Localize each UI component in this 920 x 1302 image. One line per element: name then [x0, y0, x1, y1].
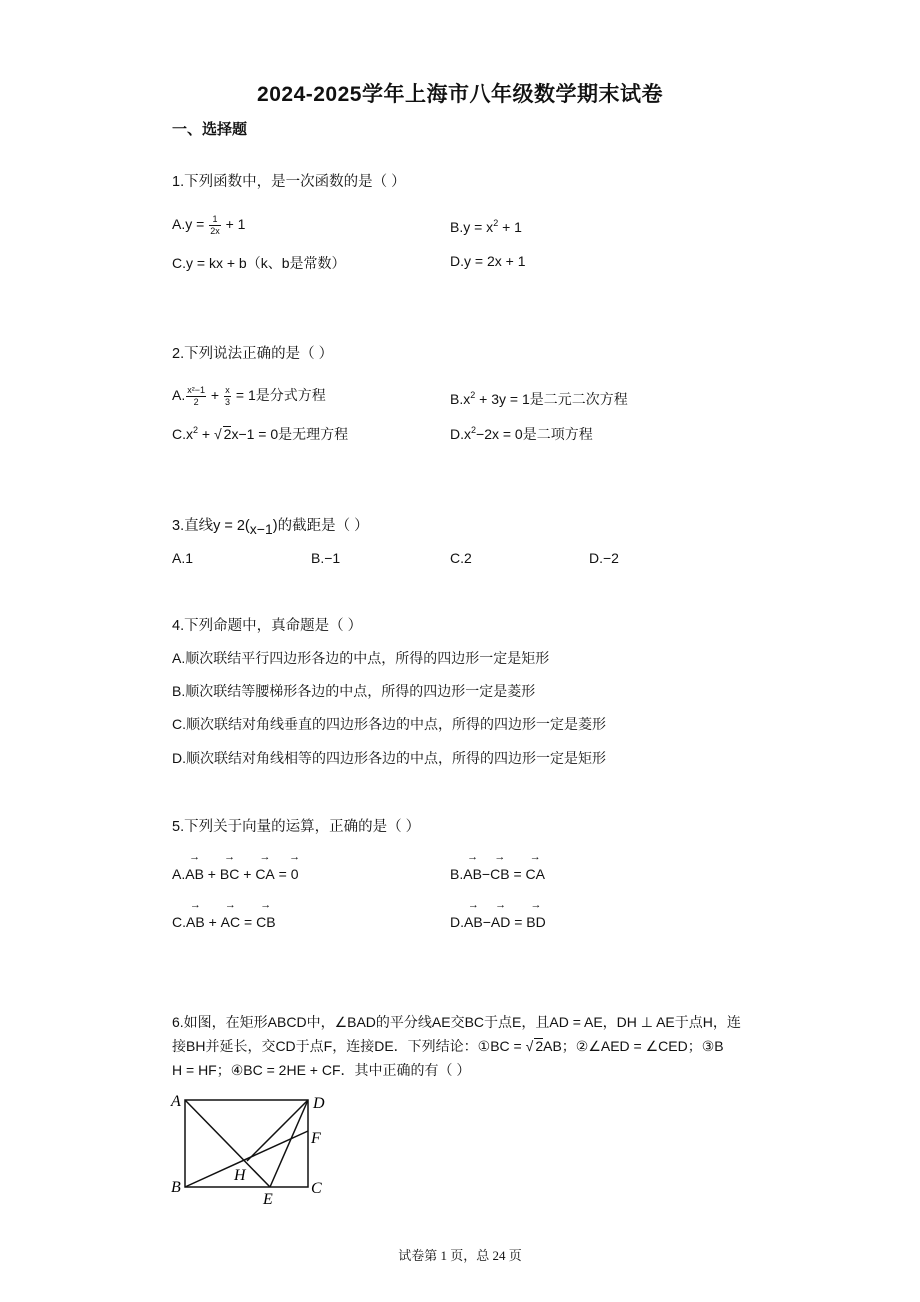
- q2-stem: 2.下列说法正确的是（ ）: [172, 346, 334, 362]
- q2-c-pre: C.x: [172, 426, 193, 442]
- q3-stem-pre: 3.直线y = 2(: [172, 518, 250, 534]
- q1-a-post: + 1: [221, 216, 246, 233]
- q6-line-3: H = HF；④BC = 2HE + CF．其中正确的有（ ）: [172, 1062, 471, 1078]
- vector-ab: → AB: [463, 866, 482, 882]
- vector-ca: → CA: [255, 866, 274, 882]
- vector-bd: → BD: [526, 914, 545, 930]
- q5-option-a[interactable]: [172, 866, 299, 882]
- q1-b-post: + 1: [498, 219, 522, 235]
- q5-d-sign-2: =: [510, 914, 527, 930]
- rectangle-figure: [160, 1088, 340, 1213]
- vector-ca: → CA: [526, 866, 545, 882]
- q5-a-sign-2: +: [239, 866, 256, 882]
- q5-d-sign-1: −: [482, 914, 491, 930]
- q5-a-sign-3: =: [274, 866, 291, 882]
- segment-ae: [185, 1100, 270, 1187]
- segment-bf: [185, 1131, 308, 1187]
- q3-option-d[interactable]: D.−2: [589, 550, 619, 566]
- q2-b-pre: B.x: [450, 391, 471, 407]
- label-a: A: [171, 1093, 181, 1110]
- vector-bc: → BC: [220, 866, 239, 882]
- q4-option-d[interactable]: D.顺次联结对角线相等的四边形各边的中点，所得的四边形一定是矩形: [172, 750, 606, 766]
- label-d: D: [313, 1095, 325, 1112]
- q2-c-mid: + √: [198, 426, 222, 442]
- label-h: H: [234, 1167, 246, 1184]
- q2-a-pre: A.: [172, 387, 186, 404]
- q5-a-prefix: A.: [172, 866, 186, 882]
- q2-b-sup: 2: [470, 390, 476, 400]
- q5-stem: 5.下列关于向量的运算，正确的是（ ）: [172, 819, 421, 835]
- q1-a-numerator: 1: [209, 214, 221, 226]
- q5-option-b[interactable]: [450, 866, 545, 882]
- q1-option-a[interactable]: [172, 214, 245, 237]
- q4-stem: 4.下列命题中，真命题是（ ）: [172, 618, 363, 634]
- q2-d-post: −2x = 0是二项方程: [476, 426, 593, 442]
- q6-line-2-radicand: 2: [535, 1038, 544, 1054]
- q5-c-sign-2: =: [240, 914, 257, 930]
- q6-line-1: 6.如图，在矩形ABCD中，∠BAD的平分线AE交BC于点E，且AD = AE，DH ⊥ AE于点H，连: [172, 1014, 741, 1030]
- vector-cb: → CB: [490, 866, 509, 882]
- q4-option-c[interactable]: C.顺次联结对角线垂直的四边形各边的中点，所得的四边形一定是菱形: [172, 716, 606, 732]
- q2-c-radicand: 2: [223, 426, 232, 442]
- q3-stem: [172, 514, 369, 535]
- q5-option-d[interactable]: [450, 914, 546, 930]
- q2-option-b[interactable]: [450, 389, 628, 409]
- q1-a-denominator: 2x: [210, 226, 220, 236]
- q5-c-sign-1: +: [204, 914, 221, 930]
- q1-option-b[interactable]: [450, 218, 522, 235]
- vector-ab: → AB: [186, 914, 205, 930]
- q1-stem: 1.下列函数中，是一次函数的是（ ）: [172, 174, 406, 190]
- vector-ad: → AD: [491, 914, 510, 930]
- page-title: 2024-2025学年上海市八年级数学期末试卷: [257, 83, 663, 106]
- q2-a-numerator-1: x²−1: [187, 385, 205, 395]
- q3-stem-low: x−1: [249, 521, 273, 537]
- q6-line-2-pre: 接BH并延长，交CD于点F，连接DE．下列结论：①BC = √: [172, 1038, 534, 1054]
- q5-b-sign-1: −: [481, 866, 491, 882]
- vector-cb: → CB: [256, 914, 275, 930]
- label-b: B: [171, 1179, 181, 1196]
- label-f: F: [311, 1130, 321, 1147]
- segment-dh: [247, 1100, 308, 1161]
- q5-b-sign-2: =: [509, 866, 526, 882]
- q2-a-post: = 1是分式方程: [231, 387, 326, 404]
- vector-ab: → AB: [464, 914, 483, 930]
- q5-d-prefix: D.: [450, 914, 464, 930]
- section-heading-choice: 一、选择题: [172, 121, 248, 138]
- q3-option-c[interactable]: C.2: [450, 550, 472, 566]
- q6-line-2: [172, 1036, 724, 1056]
- q2-b-post: + 3y = 1是二元二次方程: [475, 391, 628, 407]
- q4-option-b[interactable]: B.顺次联结等腰梯形各边的中点，所得的四边形一定是菱形: [172, 683, 536, 699]
- q2-a-numerator-2: x: [225, 385, 230, 395]
- q1-option-d[interactable]: D.y = 2x + 1: [450, 253, 526, 269]
- label-e: E: [263, 1191, 273, 1208]
- q1-option-c[interactable]: C.y = kx + b（k、b是常数）: [172, 255, 346, 271]
- q2-a-denominator-1: 2: [193, 397, 199, 407]
- q5-a-sign-1: +: [203, 866, 220, 882]
- q1-b-sup: 2: [493, 218, 499, 228]
- q3-stem-post: )的截距是（ ）: [272, 518, 369, 534]
- q5-option-c[interactable]: [172, 914, 276, 930]
- q2-c-post: x−1 = 0是无理方程: [231, 426, 349, 442]
- q2-c-sup: 2: [193, 425, 199, 435]
- q3-option-a[interactable]: A.1: [172, 550, 194, 566]
- q1-a-fraction: [209, 214, 221, 237]
- q2-a-denominator-2: 3: [224, 397, 230, 407]
- vector-zero: → 0: [291, 866, 299, 882]
- q5-c-prefix: C.: [172, 914, 186, 930]
- q2-a-mid: +: [207, 387, 223, 404]
- label-c: C: [311, 1180, 322, 1197]
- q5-b-prefix: B.: [450, 866, 464, 882]
- q2-a-fraction-2: [224, 385, 231, 408]
- q2-d-sup: 2: [471, 425, 477, 435]
- q6-line-2-post: AB；②∠AED = ∠CED；③B: [543, 1038, 724, 1054]
- vector-ac: → AC: [221, 914, 240, 930]
- page-footer: 试卷第 1 页，总 24 页: [398, 1248, 522, 1263]
- q2-a-fraction-1: [186, 385, 206, 408]
- q2-d-pre: D.x: [450, 426, 471, 442]
- q1-a-pre: A.y =: [172, 216, 209, 233]
- q2-option-c[interactable]: [172, 424, 348, 444]
- q2-option-a[interactable]: [172, 385, 326, 408]
- q2-option-d[interactable]: [450, 424, 593, 444]
- q4-option-a[interactable]: A.顺次联结平行四边形各边的中点，所得的四边形一定是矩形: [172, 650, 550, 666]
- q1-b-pre: B.y = x: [450, 219, 494, 235]
- vector-ab: → AB: [185, 866, 204, 882]
- segment-ed: [270, 1100, 308, 1187]
- q3-option-b[interactable]: B.−1: [311, 550, 341, 566]
